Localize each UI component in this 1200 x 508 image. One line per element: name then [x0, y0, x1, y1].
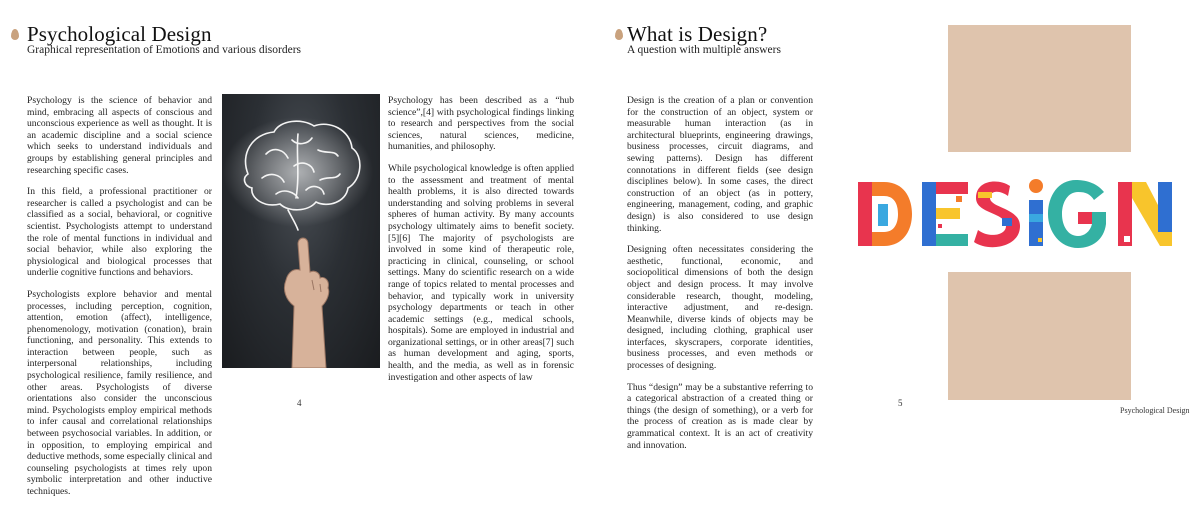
page-subtitle: A question with multiple answers — [627, 44, 781, 56]
letter-n-icon — [1118, 182, 1172, 246]
letter-d-icon — [858, 182, 912, 246]
page-number: 5 — [898, 398, 903, 408]
paragraph: Psychology has been described as a “hub science”,[4] with psychological findings linking to research and perspectives from the social sciences, natural sciences, medicine, humanities, and philosophy. — [388, 95, 574, 153]
hand-icon — [284, 238, 328, 368]
text-column — [627, 95, 813, 461]
design-word-image — [838, 152, 1200, 272]
paragraph: Thus “design” may be a substantive referring to a categorical abstraction of a created thing or things (the design of something), or a verb for the process of creation as is made clear by grammatical context. It is an act of creativity and innovation. — [627, 381, 813, 451]
page-subtitle: Graphical representation of Emotions and various disorders — [27, 44, 302, 56]
paragraph: Design is the creation of a plan or convention for the construction of an object, system or measurable human interaction (as in architectural blueprints, engineering drawings, business processes, circuit diagrams, and sewing patterns). Design has different connotations in different fields (see design disciplines below). In some cases, the direct construction of an object (as in pottery, engineering, management, coding, and graphic design) is also considered to use design thinking. — [627, 95, 813, 234]
page-title: What is Design? — [627, 22, 768, 46]
page-title: Psychological Design — [27, 22, 212, 46]
letter-s-icon — [974, 182, 1020, 248]
title-marker-icon — [615, 29, 623, 40]
paragraph: Psychology is the science of behavior and mind, embracing all aspects of conscious and unconscious experience as well as thought. It is an academic discipline and a social science which seeks to understand individuals and groups by establishing general principles and researching specific cases. — [27, 95, 212, 176]
title-marker-icon — [11, 29, 19, 40]
footer-title: Psychological Design — [1120, 406, 1190, 415]
left-page — [0, 0, 600, 497]
letter-e-icon — [922, 182, 968, 246]
paragraph: Designing often necessitates considering the aesthetic, functional, economic, and sociopolitical dimensions of both the design object and design process. It may involve considerable research, thought, modeling, interactive adjustment, and re-design. Meanwhile, diverse kinds of objects may be designed, including clothing, graphical user interfaces, skyscrapers, corporate identities, business processes, and even methods or processes of designing. — [627, 244, 813, 372]
letter-g-icon — [1048, 180, 1106, 248]
page-number: 4 — [297, 398, 302, 408]
paragraph: While psychological knowledge is often applied to the assessment and treatment of mental health problems, it is also directed towards understanding and solving problems in several spheres of human activity. By many accounts psychology ultimately aims to benefit society.[5][6] The majority of psychologists are involved in some kind of therapeutic role, practicing in clinical, counseling, or school settings. Many do scientific research on a wide range of topics related to mental processes and behavior, and typically work in university psychology departments or teach in other academic settings (e.g., medical schools, hospitals). Some are employed in industrial and organizational settings, or in other areas[7] such as human development and aging, sports, health, and the media, as well as in forensic investigation and other aspects of law — [388, 162, 574, 383]
letter-i-icon — [1029, 179, 1043, 246]
paragraph: Psychologists explore behavior and mental processes, including perception, cognition, attention, emotion (affect), intelligence, phenomenology, motivation (conation), brain functioning, and personality. This extends to interaction between people, such as interpersonal relationships, including psychological resilience, family resilience, and other areas. Psychologists of diverse orientations also consider the unconscious mind. Psychologists employ empirical methods to infer causal and correlational relationships between psychosocial variables. In addition, or in opposition, to employing empirical and deductive methods, some especially clinical and counseling psychologists at times rely upon symbolic interpretation and other inductive techniques. — [27, 288, 212, 497]
text-column-2 — [388, 95, 574, 393]
text-column-1 — [27, 95, 212, 508]
brain-hand-image — [222, 94, 380, 368]
paragraph: In this field, a professional practitioner or researcher is called a psychologist and can be classified as a social, behavioral, or cognitive scientist. Psychologists attempt to understand the role of mental functions in individual and social behavior, while also exploring the physiological and biological processes that underlie cognitive functions and behaviors. — [27, 186, 212, 279]
